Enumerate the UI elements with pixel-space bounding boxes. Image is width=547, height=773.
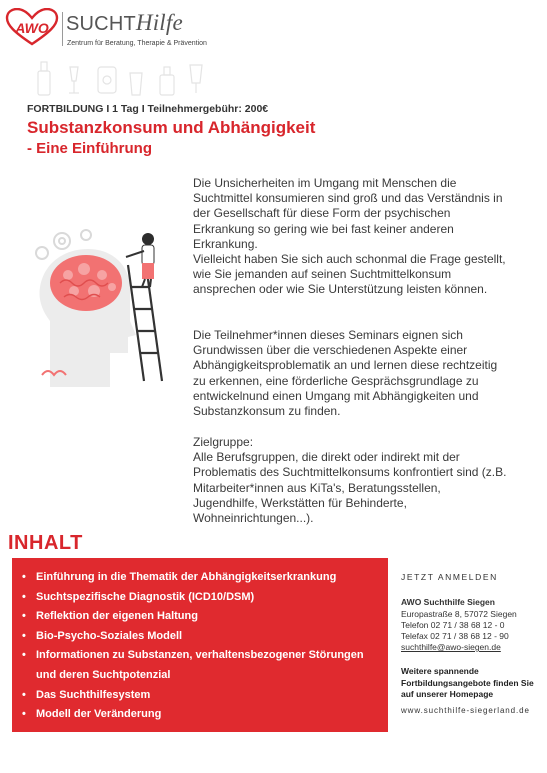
seminar-paragraph: Die Teilnehmer*innen dieses Seminars eignen sich Grundwissen über die verschiedenen Aspekte einer Abhängigkeitsproblematik an und lernen diese rechtzeitig zu erkennen, eine förderliche Gesprächsgrundlage zu entwickelnund einen Umgang mit Abhängigkeiten und Substanzkonsum zu finden. [193,328,498,419]
org-phone: Telefon 02 71 / 38 68 12 - 0 [401,620,505,630]
page-subtitle: - Eine Einführung [27,140,152,157]
bullet-icon: • [22,629,26,642]
bullet-icon: • [22,708,26,721]
list-item: • Bio-Psycho-Soziales Modell [22,627,384,647]
more-info-text: Weitere spannende Fortbildungsangebote finden Sie auf unserer Homepage [401,666,534,699]
intro-paragraph: Die Unsicherheiten im Umgang mit Menschen die Suchtmittel konsumieren sind groß und das Verständnis in der Gesellschaft für diese Form der psychischen Erkrankung so gering wie bei fast keiner anderen Erkrankung. Vielleicht haben Sie sich auch schonmal die Frage gestellt, wie Sie jemanden auf seinen Suchtmittelkonsum ansprechen oder wie Sie Unterstützung leisten können. [193,176,506,297]
list-item: • Reflektion der eigenen Haltung [22,607,384,627]
logo-divider [62,12,63,46]
bullet-icon: • [22,688,26,701]
brand-tagline: Zentrum für Beratung, Therapie & Prävention [67,40,207,47]
org-fax: Telefax 02 71 / 38 68 12 - 90 [401,631,509,641]
register-heading: JETZT ANMELDEN [401,572,498,582]
bottles-decoration [30,55,230,100]
bullet-icon: • [22,649,26,662]
bullet-icon: • [22,571,26,583]
list-item: • Suchtspezifische Diagnostik (ICD10/DSM) [22,588,384,608]
target-group-paragraph: Zielgruppe: Alle Berufsgruppen, die direkt oder indirekt mit der Problematis des Suchtmittelkonsums konfrontiert sind (z.B. Mitarbeiter*innen aus KiTa's, Beratungsstellen, Jugendhilfe, Werkstätten für Behinderte, Wohneinrichtungen...). [193,435,507,526]
list-item: • Das Suchthilfesystem [22,686,384,706]
org-address: Europastraße 8, 57072 Siegen [401,609,517,619]
brain-ladder-illustration [28,225,178,387]
awo-heart-logo [4,8,60,48]
bullet-icon: • [22,610,26,623]
bullet-icon: • [22,590,26,603]
org-name: AWO Suchthilfe Siegen [401,597,495,607]
list-item: • Modell der Veränderung [22,705,384,725]
list-item: • Informationen zu Substanzen, verhaltensbezogener Störungen und deren Suchtpotenzial [22,646,384,685]
brand-name: SUCHTHilfe [66,10,183,35]
content-list [22,568,384,725]
email-link[interactable]: suchthilfe@awo-siegen.de [401,642,501,652]
event-meta: FORTBILDUNG I 1 Tag I Teilnehmergebühr: 200€ [27,103,269,115]
page-title: Substanzkonsum und Abhängigkeit [27,118,316,137]
awo-logo-text: AWO [15,20,49,36]
website-link[interactable]: www.suchthilfe-siegerland.de [401,706,530,715]
list-item: • Einführung in die Thematik der Abhängigkeitserkrankung [22,568,384,588]
content-heading: INHALT [8,532,83,554]
